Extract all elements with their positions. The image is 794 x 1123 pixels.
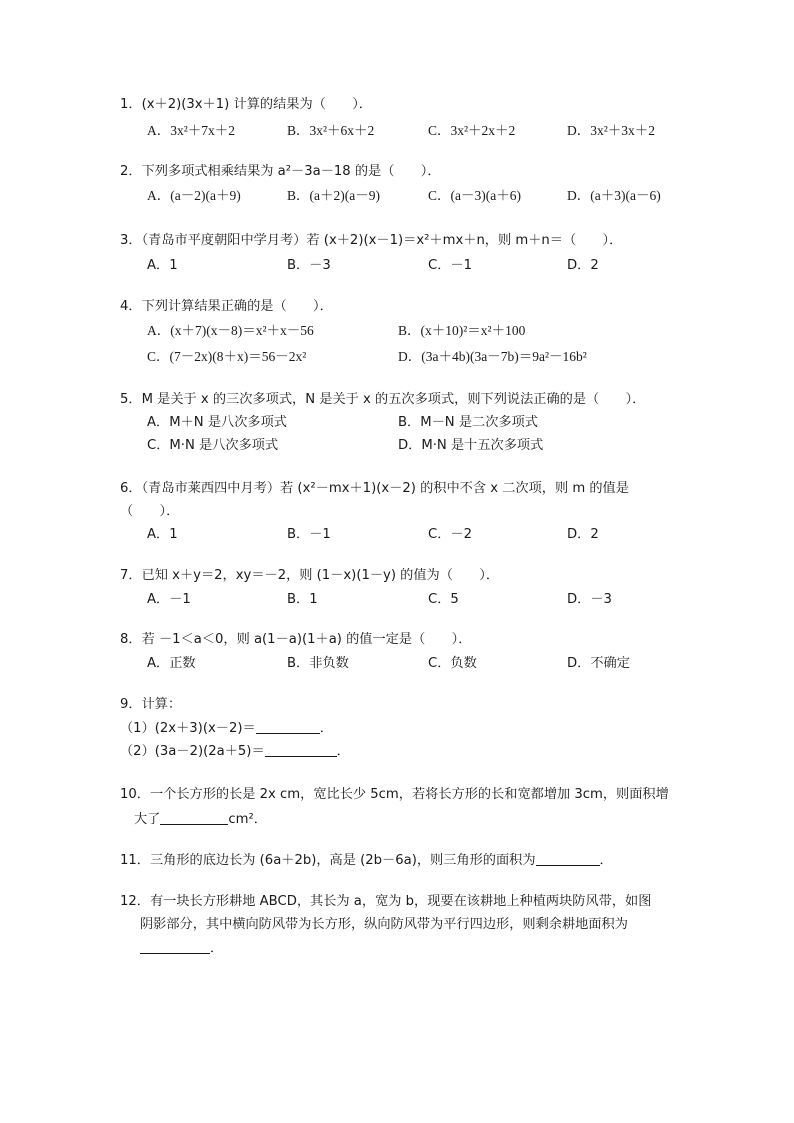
- question-6-option-d: D．2: [567, 527, 599, 542]
- question-5-stem: 5．M 是关于 x 的三次多项式，N 是关于 x 的五次多项式，则下列说法正确的是（ ）．: [120, 392, 646, 407]
- question-6-option-b: B．－1: [287, 527, 331, 542]
- question-5-option-b: B．M－N 是二次多项式: [398, 415, 538, 430]
- question-10-line-2: [134, 810, 267, 829]
- question-3-option-a: A．1: [147, 258, 178, 273]
- question-12-line-1: 12．有一块长方形耕地 ABCD，其长为 a，宽为 b，现要在该耕地上种植两块防风带，如图: [120, 894, 652, 909]
- question-9-part-1: [120, 719, 333, 738]
- question-3-option-b: B．－3: [287, 258, 331, 273]
- period: ．: [210, 941, 224, 956]
- question-1-option-d: D．3x²＋3x＋2: [567, 123, 656, 138]
- question-5-option-d: D．M·N 是十五次多项式: [398, 438, 544, 453]
- question-9-part-2-blank[interactable]: [265, 742, 337, 757]
- question-12-line-3: [140, 939, 223, 958]
- question-7-option-c: C．5: [428, 592, 459, 607]
- question-5-option-a: A．M＋N 是八次多项式: [147, 415, 287, 430]
- question-6-stem: 6．（青岛市莱西四中月考）若 (x²－mx＋1)(x－2) 的积中不含 x 二次项，则 m 的值是: [120, 481, 629, 496]
- question-1-option-a: A．3x²＋7x＋2: [147, 123, 236, 138]
- question-3-option-d: D．2: [567, 258, 599, 273]
- question-7-stem: 7．已知 x＋y＝2，xy＝－2，则 (1－x)(1－y) 的值为（ ）．: [120, 568, 500, 583]
- question-2-option-b: B．(a＋2)(a－9): [287, 188, 380, 203]
- question-7-option-a: A．－1: [147, 592, 191, 607]
- question-7-option-b: B．1: [287, 592, 318, 607]
- question-9-part-1-blank[interactable]: [256, 719, 320, 734]
- question-1-option-b: B．3x²＋6x＋2: [287, 123, 375, 138]
- question-11-text: 11．三角形的底边长为 (6a＋2b)，高是 (2b－6a)，则三角形的面积为: [120, 853, 536, 868]
- question-4-stem: 4．下列计算结果正确的是（ ）．: [120, 299, 333, 314]
- question-6-option-c: C．－2: [428, 527, 472, 542]
- question-12-line-2: 阴影部分，其中横向防风带为长方形，纵向防风带为平行四边形，则剩余耕地面积为: [140, 917, 628, 932]
- question-10-line-2-text: 大了: [134, 812, 161, 827]
- question-10-blank[interactable]: [160, 810, 228, 825]
- question-10-line-1: 10．一个长方形的长是 2x cm，宽比长少 5cm，若将长方形的长和宽都增加 3cm，则面积增: [120, 787, 669, 802]
- question-4-option-a: A．(x＋7)(x－8)＝x²＋x－56: [147, 323, 314, 338]
- question-9-part-1-text: （1）(2x＋3)(x－2)＝: [120, 721, 256, 736]
- question-1-option-c: C．3x²＋2x＋2: [428, 123, 516, 138]
- question-8-option-d: D．不确定: [567, 656, 630, 671]
- question-2-option-a: A．(a－2)(a＋9): [147, 188, 241, 203]
- question-1-stem: 1．(x＋2)(3x＋1) 计算的结果为（ ）．: [120, 97, 372, 112]
- question-12-blank[interactable]: [140, 939, 210, 954]
- question-8-option-b: B．非负数: [287, 656, 349, 671]
- question-2-option-d: D．(a＋3)(a－6): [567, 188, 661, 203]
- question-9-part-2: [120, 742, 350, 761]
- question-6-stem-continued: （ ）．: [120, 504, 180, 519]
- question-11-blank[interactable]: [536, 851, 600, 866]
- period: ．: [336, 744, 350, 759]
- period: ．: [319, 721, 333, 736]
- period: ．: [599, 853, 613, 868]
- question-2-option-c: C．(a－3)(a＋6): [428, 188, 521, 203]
- question-7-option-d: D．－3: [567, 592, 612, 607]
- question-10-unit: cm²．: [228, 812, 267, 827]
- question-4-option-d: D．(3a＋4b)(3a－7b)＝9a²－16b²: [398, 349, 587, 364]
- question-9-part-2-text: （2）(3a－2)(2a＋5)＝: [120, 744, 265, 759]
- question-4-option-c: C．(7－2x)(8＋x)＝56－2x²: [147, 349, 307, 364]
- question-11: [120, 851, 613, 870]
- question-9-stem: 9．计算：: [120, 697, 182, 712]
- question-8-option-a: A．正数: [147, 656, 196, 671]
- question-2-stem: 2．下列多项式相乘结果为 a²－3a－18 的是（ ）．: [120, 164, 441, 179]
- question-3-stem: 3．（青岛市平度朝阳中学月考）若 (x＋2)(x－1)＝x²＋mx＋n，则 m＋n＝（ ）．: [120, 233, 623, 248]
- question-6-option-a: A．1: [147, 527, 178, 542]
- question-8-stem: 8．若 －1＜a＜0，则 a(1－a)(1＋a) 的值一定是（ ）．: [120, 632, 472, 647]
- question-4-option-b: B．(x＋10)²＝x²＋100: [398, 323, 526, 338]
- question-3-option-c: C．－1: [428, 258, 472, 273]
- question-8-option-c: C．负数: [428, 656, 477, 671]
- question-5-option-c: C．M·N 是八次多项式: [147, 438, 279, 453]
